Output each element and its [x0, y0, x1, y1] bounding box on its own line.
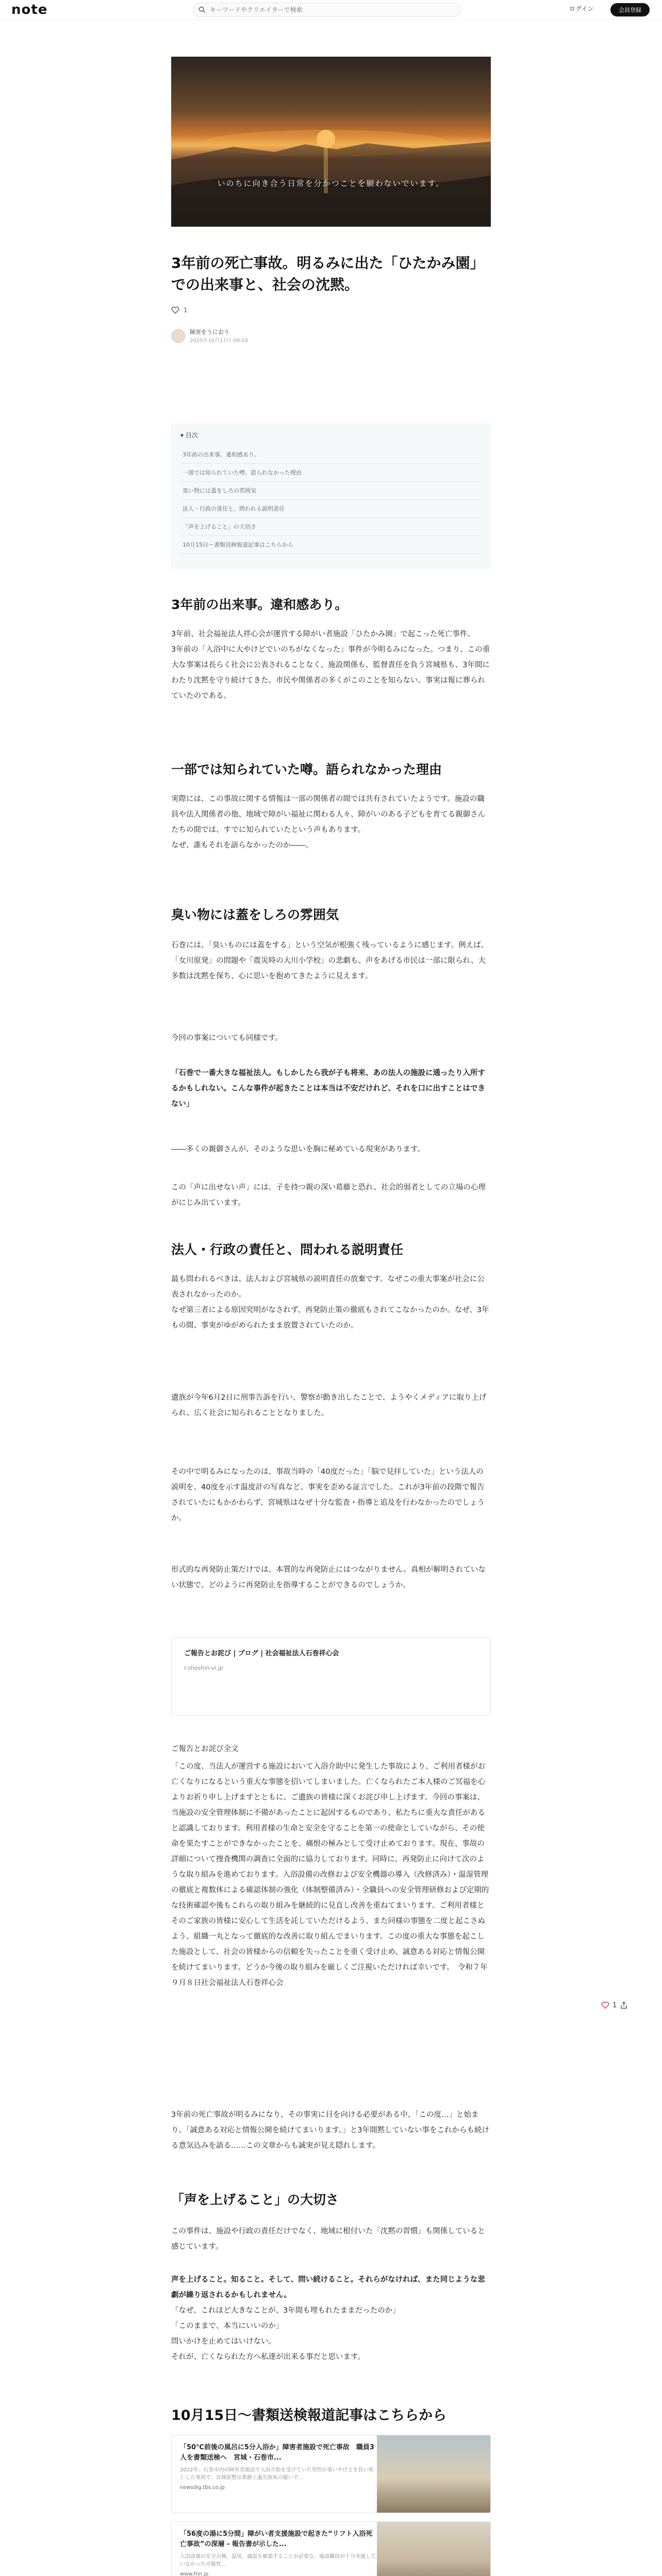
news-title[interactable]: 「50℃前後の風呂に5分入浴か」障害者施設で死亡事故 職員3人を書類送検へ 宮城・石巻市...: [180, 2444, 374, 2462]
toc-item[interactable]: 10月15日〜書類送検報道記事はこちらから: [180, 536, 482, 554]
paragraph: それが、亡くなられた方へ私達が出来る事だと思います。: [171, 2353, 365, 2361]
like-count: 1: [184, 307, 188, 314]
search-input[interactable]: [210, 6, 447, 13]
toc-item[interactable]: 3年前の出来事。違和感あり。: [180, 446, 482, 464]
search-box[interactable]: [193, 3, 461, 17]
paragraph: 3年前の「入浴中に大やけどでいのちがなくなった」事件が今明るみになった。つまり、この重大な事案は長らく社会に公表されることなく、施設関係も、監督責任を負う宮城県も、3年間にわたり沈黙を守り続けてきた。市民や関係者の多くがこのことを知らない。事実は報に葬られていたのである。: [171, 646, 490, 700]
paragraph: 今回の事案についても同様です。: [171, 1034, 283, 1042]
login-link[interactable]: ログイン: [569, 5, 594, 12]
toc-title: ▾ 目次: [180, 432, 198, 439]
paragraph: 実際には、この事故に関する情報は一部の関係者の間では共有されていたようです。施設の職員や法人関係者の他、地域で障がい福祉に関わる人々、障がいのある子どもを育てる親御さんたちの間では、すでに知られていたという声もあります。: [171, 795, 485, 834]
paragraph: 問いかけを止めてはいけない。: [171, 2337, 276, 2346]
paragraph: その中で明るみになったのは、事故当時の「40度だった」「脳で見拝していた」という法人の説明を、40度を示す温度計の写真など、事実を歪める証言でした。これが3年前の段階で報告されていたにもかかわらず、宮城県はなぜ十分な監査・指導と追及を行わなかったのでしょうか。: [171, 1468, 485, 1522]
news-domain: newsdig.tbs.co.jp: [180, 2485, 225, 2490]
paragraph: 「なぜ、これほど大きなことが、3年間も埋もれたままだったのか」: [171, 2307, 400, 2315]
paragraph: 遺族が今年6月2日に刑事告訴を行い、警察が動き出したことで、ようやくメディアに取り上げられ、広く社会に知られることとなりました。: [171, 1394, 487, 1417]
toc-item[interactable]: 臭い物には蓋をしろの雰囲気: [180, 482, 482, 500]
site-header: [0, 0, 662, 20]
paragraph: なぜ第三者による原因究明がなされず、再発防止策の徹底もされてこなかったのか。なぜ、3年もの間、事実がゆがめられたまま放置されていたのか。: [171, 1306, 489, 1330]
sunset-illustration: [171, 57, 491, 227]
note-logo[interactable]: note: [11, 2, 48, 18]
news-thumbnail[interactable]: [377, 2522, 490, 2576]
news-desc: 入浴設備の安全点検、温度、適温を確認することが必要な、施設職員が十分実施していなかった可能性...: [180, 2554, 376, 2567]
author-avatar[interactable]: [171, 329, 186, 343]
news-thumbnail[interactable]: [377, 2435, 490, 2513]
floating-like-count: 1: [613, 2001, 617, 2009]
quote-paragraph: 「石巻で一番大きな福祉法人。もしかしたら我が子も将来、あの法人の施設に通ったり入所するかもしれない。こんな事件が起きたことは本当は不安だけれど、それを口に出すことはできない」: [171, 1069, 485, 1108]
paragraph: ご報告とお詫び全文: [171, 1745, 239, 1753]
toc-item[interactable]: 「声を上げること」の大切さ: [180, 518, 482, 536]
link-card-domain: r.shoshin-vi.jp: [184, 1665, 223, 1671]
author-block[interactable]: [171, 328, 491, 344]
author-name[interactable]: 障害をうにおう: [190, 329, 229, 335]
article-title: 3年前の死亡事故。明るみに出た「ひたかみ園」での出来事と、社会の沈黙。: [171, 255, 485, 293]
news-card[interactable]: [171, 2521, 491, 2576]
news-heading: 10月15日〜書類送検報道記事はこちらから: [171, 2408, 447, 2424]
section-heading: 3年前の出来事。違和感あり。: [171, 597, 348, 612]
share-icon[interactable]: [620, 2001, 628, 2009]
heart-icon[interactable]: [601, 2001, 609, 2009]
toc-item[interactable]: 一部では知られていた噂。語られなかった理由: [180, 464, 482, 482]
paragraph: 最も問われるべきは、法人および宮城県の説明責任の放棄です。なぜこの重大事案が社会に公表されなかったのか。: [171, 1275, 485, 1299]
hero-image: [171, 57, 491, 227]
section-heading: 「声を上げること」の大切さ: [171, 2192, 339, 2207]
quoted-statement: 「この度、当法人が運営する施設において入浴介助中に発生した事故により、ご利用者様がお亡くなりになるという重大な事態を招いてしまいました。亡くなられたご本人様のご冥福を心よりお祈り申し上げますとともに、ご遺族の皆様に深くお詫び申し上げます。今回の事案は、当施設の安全管理体制に不備があったことに起因するものであり、私たちに重大な責任があると認識しております。利用者様の生命と安全を守ることを第一の使命としていながら、その使命を果たすことができなかったことを、痛恨の極みとして受け止めております。現在、事故の詳細について捜査機関の調査に全面的に協力しております。同時に、再発防止に向けて次のような取り組みを進めております。入浴設備の改修および安全機器の導入（改修済み）・温湿管理の徹底と複数体による確認体制の強化（体制整備済み）・全職員への安全管理研修および定期的な技術確認や後もこれらの取り組みを継続的に見直し改善を重ねてまいります。ご利用者様とそのご家族の皆様に安心して生活を託していただけるよう、また同様の事態を二度と起こさぬよう、組織一丸となって徹底的な改善に取り組んでまいります。この度の重大な事態を起こした施設として、社会の皆様からの信頼を失ったことを重く受け止め、誠意ある対応と情報公開を続けてまいります。どうか今後の取り組みを厳しくご注視いただければ幸いです。 令和７年９月８日社会福祉法人石巻祥心会: [171, 1762, 489, 1987]
news-desc: 2022年、石巻市内の障害者施設で入浴介助を受けていた男性が重いやけどを負い死亡した事故で、宮城県警は業務上過失致死の疑いで...: [180, 2467, 374, 2481]
paragraph: 石巻には、「臭いものには蓋をする」という空気が根強く残っているように感じます。例えば、「女川原発」の問題や「震災時の大川小学校」の悲劇も、声をあげる市民は一部に限られ、大多数は沈黙を保ち、心に思いを抱めてきたように見えます。: [171, 941, 489, 980]
hero-caption: いのちに向き合う日常を分かつことを願わないでいます。: [217, 179, 445, 188]
table-of-contents: [171, 423, 491, 569]
link-card-title[interactable]: ご報告とお詫び | ブログ | 社会福祉法人石巻祥心会: [184, 1650, 339, 1657]
paragraph: なぜ、誰もそれを語らなかったのか――。: [171, 841, 313, 850]
paragraph: この事件は、施設や行政の責任だけでなく、地域に根付いた「沈黙の習慣」も関係していると感じています。: [171, 2227, 485, 2251]
paragraph: この「声に出せない声」には、子を持つ親の深い葛藤と恐れ、社会的弱者としての立場の心理がにじみ出ています。: [171, 1183, 486, 1207]
floating-like[interactable]: [601, 2001, 628, 2009]
paragraph: 形式的な再発防止策だけでは、本質的な再発防止にはつながりません。真相が解明されていない状態で、どのように再発防止を指導することができるのでしょうか。: [171, 1566, 486, 1589]
link-card[interactable]: [171, 1637, 491, 1716]
news-domain: www.fnn.jp: [180, 2571, 209, 2576]
news-title[interactable]: 「56度の湯に5分間」障がい者支援施設で起きた“リフト入浴死亡事故”の深層 - 報告書が示した...: [180, 2530, 373, 2548]
paragraph: 「このままで、本当にいいのか」: [171, 2322, 284, 2330]
search-icon: [198, 6, 206, 13]
signup-button[interactable]: 会員登録: [610, 3, 650, 16]
paragraph: ――多くの親御さんが、そのような思いを胸に秘めている現実があります。: [171, 1145, 425, 1154]
section-heading: 法人・行政の責任と、問われる説明責任: [171, 1242, 404, 1257]
like-row: [171, 306, 491, 314]
section-heading: 一部では知られていた噂。語られなかった理由: [171, 762, 442, 777]
heart-icon[interactable]: [171, 306, 179, 314]
emphasis-paragraph: 声を上げること。知ること。そして、問い続けること。それらがなければ、また同じような悲劇が繰り返されるかもしれません。: [171, 2276, 485, 2299]
section-heading: 臭い物には蓋をしろの雰囲気: [171, 907, 339, 922]
news-card[interactable]: [171, 2435, 491, 2513]
paragraph: 3年前、社会福祉法人祥心会が運営する障がい者施設「ひたかみ園」で起こった死亡事件。: [171, 630, 475, 638]
toc-item[interactable]: 法人・行政の責任と、問われる説明責任: [180, 500, 482, 518]
post-date: 2025年10月17日 09:10: [190, 338, 248, 344]
paragraph: 3年前の死亡事故が明るみになり、その事実に目を向ける必要がある中、「この度…」と始まり、「誠意ある対応と情報公開を続けてまいります。」と3年間黙していない事をこれからも続ける意気込みを語る……この文章からも誠実が見え隠れします。: [171, 2111, 490, 2150]
